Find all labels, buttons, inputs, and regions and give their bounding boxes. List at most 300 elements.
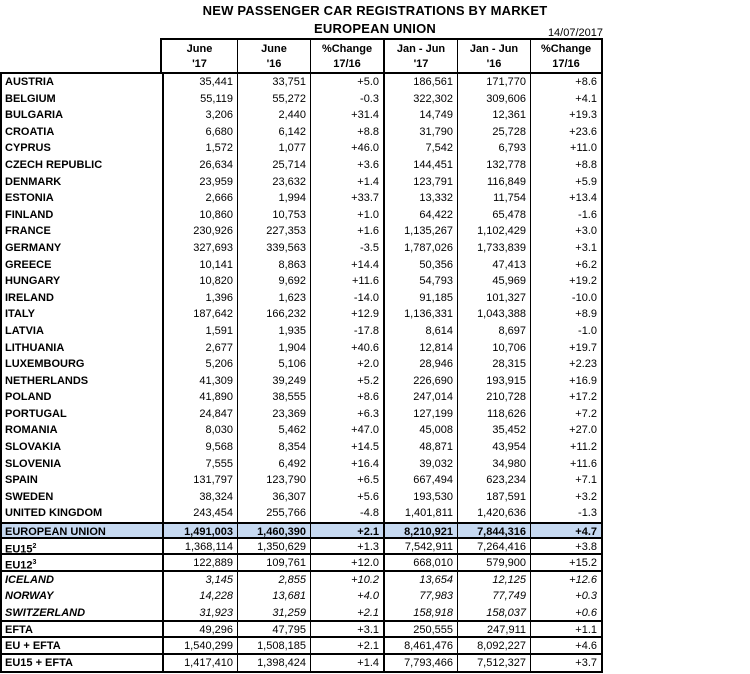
value-cell: 10,753 [237, 207, 310, 224]
value-cell: +4.1 [530, 91, 601, 108]
value-cell: 1,077 [237, 140, 310, 157]
table-row [2, 572, 601, 589]
value-cell: 118,626 [457, 406, 530, 423]
value-cell: 10,820 [162, 273, 237, 290]
row-label-text: IRELAND [5, 291, 54, 304]
value-cell: +6.5 [310, 472, 383, 489]
value-cell: 3,145 [162, 572, 237, 589]
row-label [2, 638, 162, 653]
value-cell: 7,542,911 [383, 539, 457, 554]
value-cell: +12.9 [310, 306, 383, 323]
value-cell: 123,790 [237, 472, 310, 489]
value-cell: 12,125 [457, 572, 530, 589]
value-cell: +5.6 [310, 489, 383, 506]
table-row [2, 555, 601, 572]
value-cell: +1.6 [310, 223, 383, 240]
value-cell: 6,492 [237, 456, 310, 473]
value-cell: +40.6 [310, 340, 383, 357]
value-cell: 33,751 [237, 74, 310, 91]
value-cell: 322,302 [383, 91, 457, 108]
value-cell: 227,353 [237, 223, 310, 240]
column-header-june-17 [162, 40, 237, 72]
report-date: 14/07/2017 [547, 27, 603, 39]
value-cell: 2,440 [237, 107, 310, 124]
value-cell: 1,102,429 [457, 223, 530, 240]
value-cell: 1,460,390 [237, 524, 310, 537]
row-label [2, 190, 162, 207]
value-cell: 1,591 [162, 323, 237, 340]
row-label-text: DENMARK [5, 175, 62, 188]
value-cell: -3.5 [310, 240, 383, 257]
value-cell: 1,136,331 [383, 306, 457, 323]
row-label [2, 207, 162, 224]
value-cell: +5.2 [310, 373, 383, 390]
value-cell: +47.0 [310, 422, 383, 439]
value-cell: 35,441 [162, 74, 237, 91]
row-label-text: AUSTRIA [5, 76, 54, 88]
row-label [2, 555, 162, 570]
row-label-text: LUXEMBOURG [5, 358, 85, 371]
value-cell: +8.8 [530, 157, 601, 174]
value-cell: 1,043,388 [457, 306, 530, 323]
value-cell: 23,369 [237, 406, 310, 423]
row-label-text: FINLAND [5, 208, 54, 221]
table-row [2, 456, 601, 473]
table-row [2, 240, 601, 257]
row-label [2, 373, 162, 390]
value-cell: 23,632 [237, 174, 310, 191]
value-cell: 144,451 [383, 157, 457, 174]
value-cell: +1.3 [310, 539, 383, 554]
column-header-line2: '16 [486, 58, 502, 70]
footnote-marker: 3 [32, 559, 37, 567]
value-cell: 243,454 [162, 505, 237, 522]
row-label [2, 223, 162, 240]
value-cell: 11,754 [457, 190, 530, 207]
value-cell: 131,797 [162, 472, 237, 489]
value-cell: +5.9 [530, 174, 601, 191]
table-row [2, 290, 601, 307]
value-cell: +1.4 [310, 174, 383, 191]
value-cell: 8,614 [383, 323, 457, 340]
row-label [2, 107, 162, 124]
row-label-text: SLOVAKIA [5, 441, 62, 454]
value-cell: 1,623 [237, 290, 310, 307]
value-cell: 35,452 [457, 422, 530, 439]
value-cell: 5,106 [237, 356, 310, 373]
column-header-line2: '17 [413, 58, 429, 70]
table-row [2, 373, 601, 390]
value-cell: 31,923 [162, 605, 237, 620]
table-row [2, 306, 601, 323]
row-label [2, 406, 162, 423]
column-header-june-16 [237, 40, 310, 72]
table-row [2, 356, 601, 373]
value-cell: 12,361 [457, 107, 530, 124]
value-cell: +16.4 [310, 456, 383, 473]
value-cell: 3,206 [162, 107, 237, 124]
value-cell: 339,563 [237, 240, 310, 257]
value-cell: +6.2 [530, 257, 601, 274]
value-cell: 65,478 [457, 207, 530, 224]
value-cell: 250,555 [383, 622, 457, 637]
value-cell: 50,356 [383, 257, 457, 274]
table-row [2, 323, 601, 340]
table-row [2, 605, 601, 622]
value-cell: +23.6 [530, 124, 601, 141]
value-cell: 193,915 [457, 373, 530, 390]
value-cell: 39,249 [237, 373, 310, 390]
value-cell: 13,681 [237, 588, 310, 605]
value-cell: +19.3 [530, 107, 601, 124]
row-label-text: BELGIUM [5, 92, 56, 105]
row-label-text: FRANCE [5, 225, 51, 238]
value-cell: 26,634 [162, 157, 237, 174]
value-cell: 1,135,267 [383, 223, 457, 240]
table-row [2, 406, 601, 423]
row-label [2, 588, 162, 605]
value-cell: +4.6 [530, 638, 601, 653]
column-header-line2: '17 [192, 58, 207, 70]
value-cell: 210,728 [457, 389, 530, 406]
value-cell: 255,766 [237, 505, 310, 522]
table-row [2, 223, 601, 240]
table-row [2, 174, 601, 191]
value-cell: 8,863 [237, 257, 310, 274]
value-cell: +0.6 [530, 605, 601, 620]
value-cell: 25,728 [457, 124, 530, 141]
value-cell: +5.0 [310, 74, 383, 91]
value-cell: +46.0 [310, 140, 383, 157]
column-header-line1: June [186, 43, 213, 55]
value-cell: 1,398,424 [237, 655, 310, 672]
value-cell: 6,793 [457, 140, 530, 157]
value-cell: 623,234 [457, 472, 530, 489]
value-cell: +31.4 [310, 107, 383, 124]
value-cell: 309,606 [457, 91, 530, 108]
value-cell: -1.6 [530, 207, 601, 224]
row-label-text: LATVIA [5, 324, 44, 337]
value-cell: 41,890 [162, 389, 237, 406]
value-cell: 64,422 [383, 207, 457, 224]
value-cell: +1.4 [310, 655, 383, 672]
value-cell: 123,791 [383, 174, 457, 191]
value-cell: +15.2 [530, 555, 601, 570]
table-row [2, 505, 601, 522]
page-title: NEW PASSENGER CAR REGISTRATIONS BY MARKET [202, 3, 548, 18]
row-label-text: LITHUANIA [5, 341, 65, 354]
table-row [2, 91, 601, 108]
value-cell: -17.8 [310, 323, 383, 340]
table-row [2, 489, 601, 506]
value-cell: -1.3 [530, 505, 601, 522]
value-cell: 8,092,227 [457, 638, 530, 653]
value-cell: 77,983 [383, 588, 457, 605]
value-cell: 34,980 [457, 456, 530, 473]
row-label [2, 273, 162, 290]
value-cell: 7,512,327 [457, 655, 530, 672]
value-cell: 186,561 [383, 74, 457, 91]
value-cell: +1.1 [530, 622, 601, 637]
value-cell: 101,327 [457, 290, 530, 307]
value-cell: +19.2 [530, 273, 601, 290]
row-label [2, 605, 162, 620]
table-row [2, 522, 601, 539]
value-cell: +3.0 [530, 223, 601, 240]
value-cell: 49,296 [162, 622, 237, 637]
value-cell: +6.3 [310, 406, 383, 423]
value-cell: 45,969 [457, 273, 530, 290]
value-cell: 8,461,476 [383, 638, 457, 653]
value-cell: 158,918 [383, 605, 457, 620]
value-cell: +14.5 [310, 439, 383, 456]
value-cell: 47,413 [457, 257, 530, 274]
value-cell: -1.0 [530, 323, 601, 340]
row-label-text: ROMANIA [5, 424, 58, 437]
column-header-line2: 17/16 [552, 58, 580, 70]
value-cell: 6,142 [237, 124, 310, 141]
value-cell: 12,814 [383, 340, 457, 357]
row-label-text: PORTUGAL [5, 407, 67, 420]
row-label-text: CZECH REPUBLIC [5, 158, 103, 171]
value-cell: 1,417,410 [162, 655, 237, 672]
row-label [2, 524, 162, 537]
table-row [2, 124, 601, 141]
row-label [2, 140, 162, 157]
value-cell: 28,946 [383, 356, 457, 373]
value-cell: 226,690 [383, 373, 457, 390]
value-cell: 31,790 [383, 124, 457, 141]
row-label [2, 472, 162, 489]
value-cell: 122,889 [162, 555, 237, 570]
table-row [2, 638, 601, 655]
row-label-text: NORWAY [5, 590, 54, 603]
value-cell: 1,787,026 [383, 240, 457, 257]
table-row [2, 190, 601, 207]
value-cell: 127,199 [383, 406, 457, 423]
value-cell: +3.2 [530, 489, 601, 506]
value-cell: +3.7 [530, 655, 601, 672]
row-label [2, 174, 162, 191]
value-cell: 187,642 [162, 306, 237, 323]
column-header-line1: %Change [540, 43, 592, 55]
row-label-text: EUROPEAN UNION [5, 526, 106, 537]
value-cell: 13,654 [383, 572, 457, 589]
value-cell: 91,185 [383, 290, 457, 307]
value-cell: 41,309 [162, 373, 237, 390]
value-cell: 38,324 [162, 489, 237, 506]
value-cell: +33.7 [310, 190, 383, 207]
value-cell: +16.9 [530, 373, 601, 390]
value-cell: +12.0 [310, 555, 383, 570]
row-label-text: HUNGARY [5, 275, 61, 288]
value-cell: 247,911 [457, 622, 530, 637]
value-cell: +3.1 [530, 240, 601, 257]
value-cell: 1,420,636 [457, 505, 530, 522]
value-cell: +3.8 [530, 539, 601, 554]
row-label-text: EU12 [5, 559, 33, 570]
table-row [2, 472, 601, 489]
value-cell: 55,119 [162, 91, 237, 108]
row-label [2, 290, 162, 307]
value-cell: +10.2 [310, 572, 383, 589]
row-label-text: CROATIA [5, 125, 55, 138]
row-label-text: BULGARIA [5, 109, 64, 122]
value-cell: 9,568 [162, 439, 237, 456]
value-cell: +2.1 [310, 605, 383, 620]
value-cell: 8,030 [162, 422, 237, 439]
value-cell: +4.7 [530, 524, 601, 537]
value-cell: 2,666 [162, 190, 237, 207]
value-cell: +11.2 [530, 439, 601, 456]
table-row [2, 588, 601, 605]
value-cell: -10.0 [530, 290, 601, 307]
row-label [2, 622, 162, 637]
row-label [2, 157, 162, 174]
value-cell: 7,542 [383, 140, 457, 157]
value-cell: 1,733,839 [457, 240, 530, 257]
value-cell: +2.1 [310, 638, 383, 653]
row-label-text: GREECE [5, 258, 52, 271]
row-label [2, 74, 162, 91]
row-label [2, 439, 162, 456]
value-cell: +8.6 [530, 74, 601, 91]
value-cell: +0.3 [530, 588, 601, 605]
row-label [2, 456, 162, 473]
row-label-text: ITALY [5, 308, 35, 321]
table-row [2, 389, 601, 406]
value-cell: +19.7 [530, 340, 601, 357]
row-label-text: UNITED KINGDOM [5, 507, 103, 520]
page-subtitle: EUROPEAN UNION [314, 21, 436, 36]
value-cell: 9,692 [237, 273, 310, 290]
value-cell: +2.0 [310, 356, 383, 373]
value-cell: 1,994 [237, 190, 310, 207]
table-header [160, 38, 603, 72]
value-cell: +12.6 [530, 572, 601, 589]
value-cell: +2.23 [530, 356, 601, 373]
column-header-line1: %Change [321, 43, 373, 55]
value-cell: 1,401,811 [383, 505, 457, 522]
value-cell: +17.2 [530, 389, 601, 406]
table-row [2, 140, 601, 157]
column-header-line1: June [261, 43, 287, 55]
column-header-pct-change-janjun [530, 40, 601, 72]
value-cell: 1,572 [162, 140, 237, 157]
value-cell: +14.4 [310, 257, 383, 274]
value-cell: 166,232 [237, 306, 310, 323]
value-cell: -0.3 [310, 91, 383, 108]
row-label-text: NETHERLANDS [5, 374, 89, 387]
row-label [2, 306, 162, 323]
value-cell: 77,749 [457, 588, 530, 605]
column-header-pct-change-june [310, 40, 383, 72]
table-row [2, 273, 601, 290]
row-label-text: GERMANY [5, 241, 62, 254]
row-label-text: ESTONIA [5, 192, 54, 205]
table-row [2, 439, 601, 456]
table-row [2, 539, 601, 556]
value-cell: 7,844,316 [457, 524, 530, 537]
value-cell: +2.1 [310, 524, 383, 537]
value-cell: 1,396 [162, 290, 237, 307]
value-cell: 2,855 [237, 572, 310, 589]
value-cell: 36,307 [237, 489, 310, 506]
value-cell: 24,847 [162, 406, 237, 423]
value-cell: 158,037 [457, 605, 530, 620]
value-cell: 2,677 [162, 340, 237, 357]
row-label-text: ICELAND [5, 573, 54, 586]
value-cell: 579,900 [457, 555, 530, 570]
value-cell: +4.0 [310, 588, 383, 605]
value-cell: 47,795 [237, 622, 310, 637]
value-cell: 230,926 [162, 223, 237, 240]
value-cell: 38,555 [237, 389, 310, 406]
row-label [2, 91, 162, 108]
value-cell: 116,849 [457, 174, 530, 191]
row-label-text: SLOVENIA [5, 457, 62, 470]
row-label [2, 323, 162, 340]
row-label-text: POLAND [5, 391, 52, 404]
value-cell: 28,315 [457, 356, 530, 373]
value-cell: 10,706 [457, 340, 530, 357]
value-cell: 187,591 [457, 489, 530, 506]
row-label-text: EFTA [5, 623, 33, 636]
value-cell: +7.1 [530, 472, 601, 489]
value-cell: 55,272 [237, 91, 310, 108]
row-label [2, 422, 162, 439]
value-cell: 48,871 [383, 439, 457, 456]
value-cell: 247,014 [383, 389, 457, 406]
value-cell: 43,954 [457, 439, 530, 456]
value-cell: 14,228 [162, 588, 237, 605]
row-label [2, 655, 162, 672]
value-cell: 193,530 [383, 489, 457, 506]
table-row [2, 207, 601, 224]
value-cell: 23,959 [162, 174, 237, 191]
value-cell: +11.6 [530, 456, 601, 473]
value-cell: 1,350,629 [237, 539, 310, 554]
value-cell: +27.0 [530, 422, 601, 439]
row-label [2, 539, 162, 554]
value-cell: 10,141 [162, 257, 237, 274]
value-cell: 1,540,299 [162, 638, 237, 653]
row-label [2, 572, 162, 589]
column-header-line1: Jan - Jun [396, 43, 446, 55]
table-row [2, 422, 601, 439]
value-cell: 7,793,466 [383, 655, 457, 672]
column-header-janjun-16 [457, 40, 530, 72]
table-row [2, 74, 601, 91]
table-row [2, 157, 601, 174]
table-body [0, 72, 603, 673]
row-label-text: SPAIN [5, 474, 38, 487]
value-cell: 7,555 [162, 456, 237, 473]
table-row [2, 340, 601, 357]
value-cell: 1,935 [237, 323, 310, 340]
value-cell: 10,860 [162, 207, 237, 224]
value-cell: 667,494 [383, 472, 457, 489]
value-cell: 31,259 [237, 605, 310, 620]
column-header-janjun-17 [383, 40, 457, 72]
value-cell: -14.0 [310, 290, 383, 307]
value-cell: +8.8 [310, 124, 383, 141]
row-label-text: CYPRUS [5, 142, 51, 155]
value-cell: 327,693 [162, 240, 237, 257]
value-cell: +3.1 [310, 622, 383, 637]
value-cell: +8.6 [310, 389, 383, 406]
value-cell: +1.0 [310, 207, 383, 224]
